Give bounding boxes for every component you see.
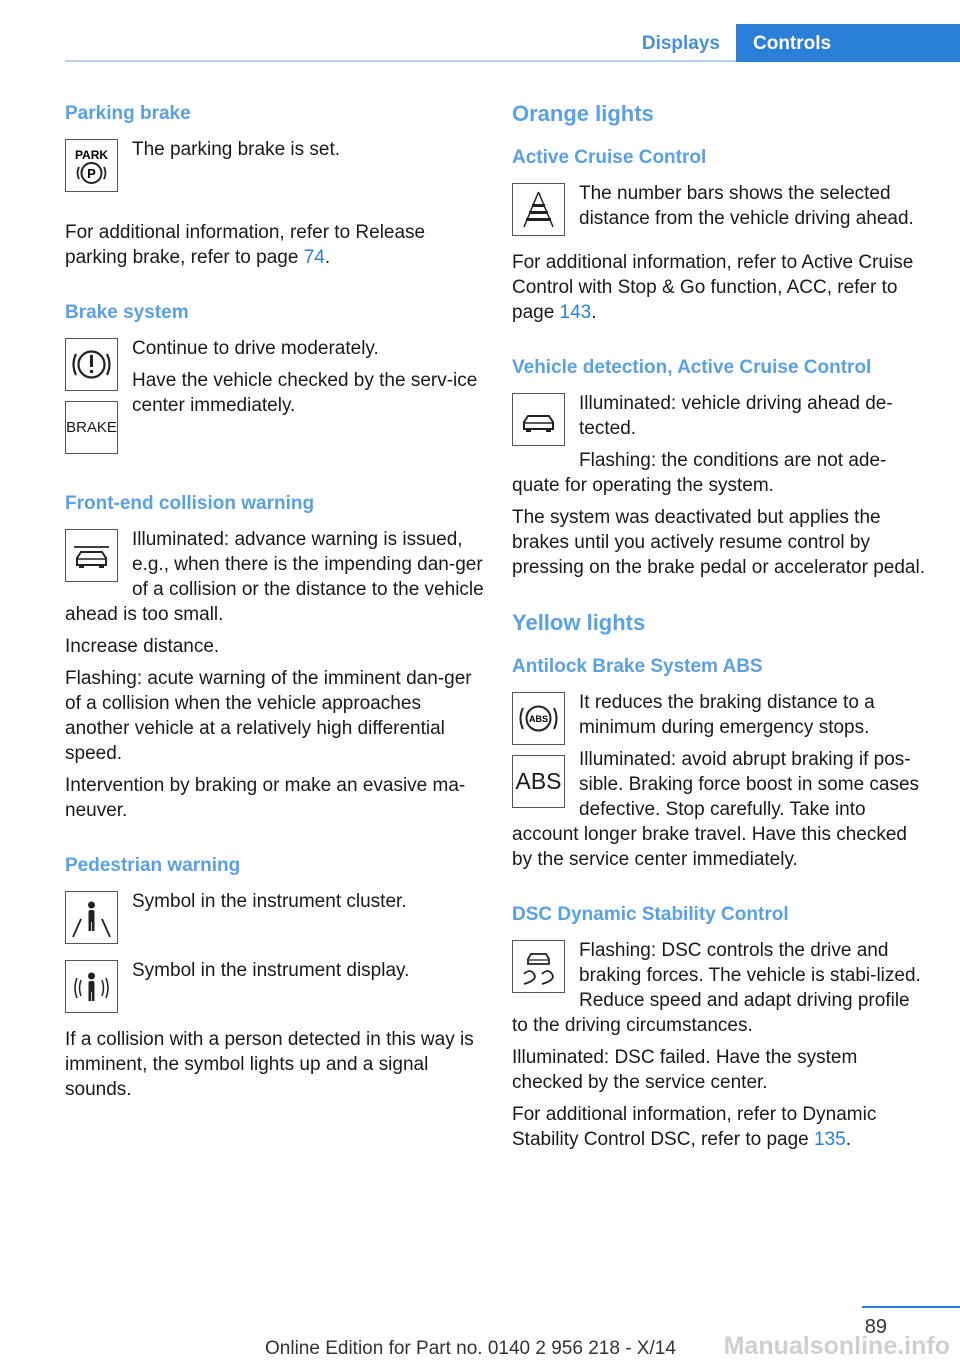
right-column <box>512 100 930 1159</box>
pedestrian-warning-heading: Pedestrian warning <box>65 855 241 876</box>
collision-warning-entry <box>65 527 485 634</box>
collision-warning-text-2: Increase distance. <box>65 636 220 657</box>
brake-system-text-1: Continue to drive moderately. <box>132 338 379 359</box>
parking-brake-info: For additional information, refer to Release parking brake, refer to page 74. <box>65 222 426 268</box>
pedestrian-display-entry <box>65 958 485 1027</box>
tab-controls[interactable]: Controls <box>736 24 960 62</box>
abs-text-1: It reduces the braking distance to a minimum during emergency stops. <box>579 692 875 738</box>
vehicle-detection-entry <box>512 391 930 505</box>
svg-text:ABS: ABS <box>528 714 549 724</box>
abs-heading: Antilock Brake System ABS <box>512 656 763 677</box>
dsc-entry <box>512 938 930 1045</box>
pedestrian-warning-text: If a collision with a person detected in this way is imminent, the symbol lights up and a signal sounds. <box>65 1029 474 1100</box>
brake-text-icon: BRAKE <box>65 401 118 454</box>
tab-displays[interactable]: Displays <box>641 33 720 54</box>
dsc-heading: DSC Dynamic Stability Control <box>512 904 789 925</box>
collision-warning-heading: Front-end collision warning <box>65 493 315 514</box>
edition-text: Online Edition for Part no. 0140 2 956 218 - X/14 <box>265 1338 676 1359</box>
acc-text: The number bars shows the selected distance from the vehicle driving ahead. <box>579 183 914 229</box>
park-icon <box>65 139 118 192</box>
vehicle-detection-text-3: The system was deactivated but applies the brakes until you actively resume control by pressing on the brake pedal or accelerator pedal. <box>512 507 925 578</box>
orange-lights-heading: Orange lights <box>512 101 654 126</box>
brake-warning-icon <box>65 338 118 391</box>
watermark: Manualsonline.info <box>723 1332 950 1360</box>
vehicle-detection-text-2: Flashing: the conditions are not ade-quate for operating the system. <box>512 450 887 496</box>
skid-car-icon <box>512 940 565 993</box>
car-icon <box>65 529 118 582</box>
vehicle-detection-text-1: Illuminated: vehicle driving ahead de-tected. <box>579 393 893 439</box>
parking-brake-heading: Parking brake <box>65 103 191 124</box>
svg-text:PARK: PARK <box>74 148 109 162</box>
dsc-text-2: Illuminated: DSC failed. Have the system checked by the service center. <box>512 1047 858 1093</box>
abs-text-2: Illuminated: avoid abrupt braking if pos-sible. Braking force boost in some cases defective. Stop carefully. Take into account longer brake travel. Have this checked by the service center immediately. <box>512 749 920 870</box>
abs-text-icon: ABS <box>512 755 565 808</box>
pedestrian-sound-icon <box>65 960 118 1013</box>
brake-system-heading: Brake system <box>65 302 189 323</box>
abs-entry <box>512 690 930 879</box>
collision-warning-text-4: Intervention by braking or make an evasive ma-neuver. <box>65 775 466 821</box>
left-column <box>65 100 485 1109</box>
dsc-info: For additional information, refer to Dynamic Stability Control DSC, refer to page 135. <box>512 1104 877 1150</box>
brake-system-entry <box>65 336 485 468</box>
collision-warning-text-3: Flashing: acute warning of the imminent dan-ger of a collision when the vehicle approaches another vehicle at a relatively high differential speed. <box>65 668 472 764</box>
page-number: 89 <box>864 1316 887 1338</box>
page-link-74[interactable]: 74 <box>303 247 325 268</box>
dsc-text-1: Flashing: DSC controls the drive and braking forces. The vehicle is stabi-lized. Reduce speed and adapt driving profile to the driving circumstances. <box>512 940 921 1036</box>
vehicle-detection-heading: Vehicle detection, Active Cruise Control <box>512 357 872 378</box>
acc-entry <box>512 181 930 250</box>
distance-bars-icon <box>512 183 565 236</box>
footer-rule <box>862 1306 960 1308</box>
brake-system-text-2: Have the vehicle checked by the serv-ice center immediately. <box>132 370 478 416</box>
parking-brake-text: The parking brake is set. <box>132 139 341 160</box>
abs-circle-icon <box>512 692 565 745</box>
page-footer <box>0 1306 960 1362</box>
acc-heading: Active Cruise Control <box>512 147 707 168</box>
page-link-143[interactable]: 143 <box>559 302 592 323</box>
collision-warning-text-1: Illuminated: advance warning is issued, e.g., when there is the impending dan-ger of a collision or the distance to the vehicle ahead is too small. <box>65 529 484 625</box>
car-ahead-icon <box>512 393 565 446</box>
page-link-135[interactable]: 135 <box>814 1129 846 1150</box>
yellow-lights-heading: Yellow lights <box>512 610 646 635</box>
svg-text:P: P <box>87 166 96 181</box>
acc-info: For additional information, refer to Active Cruise Control with Stop & Go function, ACC, refer to page 143. <box>512 252 914 323</box>
page-header <box>65 24 960 62</box>
pedestrian-display-text: Symbol in the instrument display. <box>132 960 410 981</box>
pedestrian-cluster-text: Symbol in the instrument cluster. <box>132 891 407 912</box>
pedestrian-road-icon <box>65 891 118 944</box>
parking-brake-entry <box>65 137 485 206</box>
pedestrian-cluster-entry <box>65 889 485 958</box>
